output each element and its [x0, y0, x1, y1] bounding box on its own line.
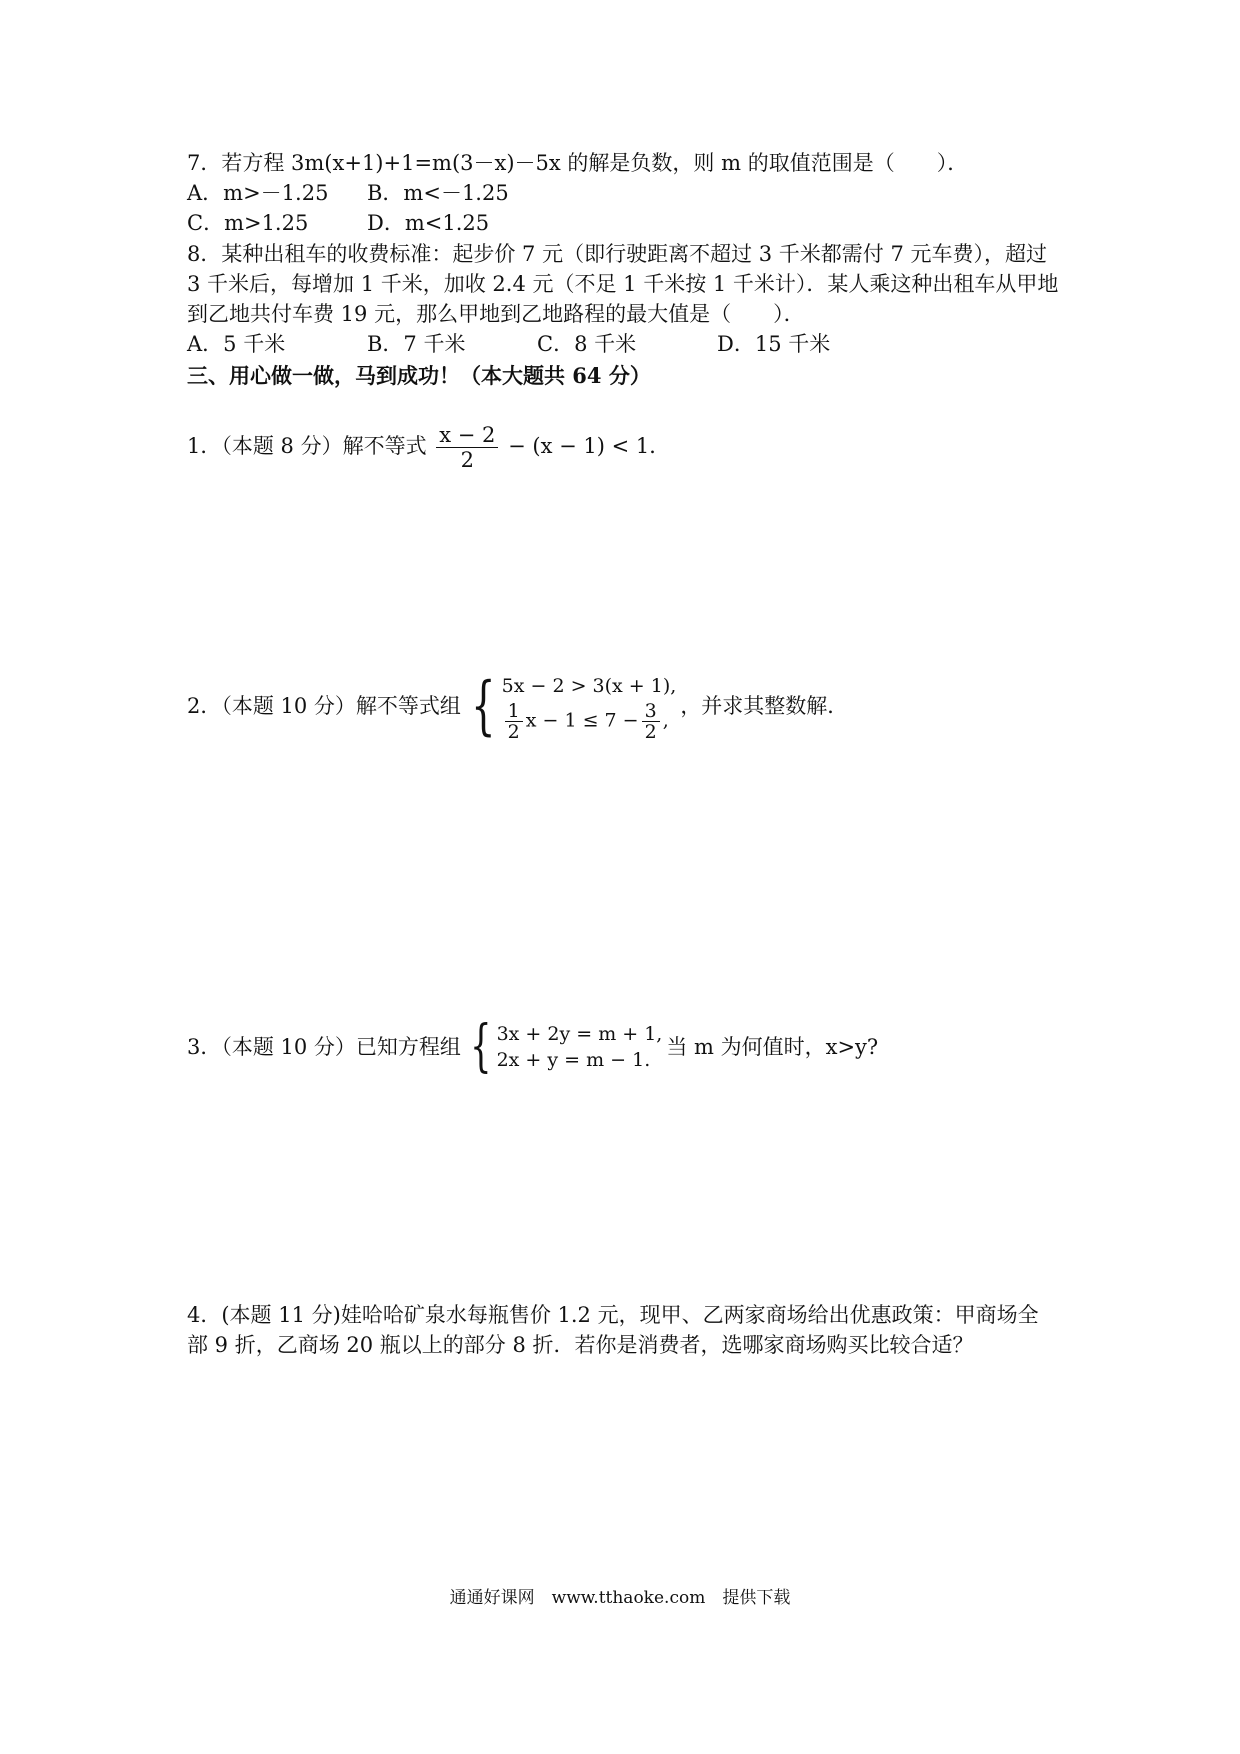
q7-stem: 7．若方程 3m(x+1)+1=m(3－x)－5x 的解是负数，则 m 的取值范围是（ ）． — [187, 151, 969, 175]
problem-2-eq-2-mid: x − 1 ≤ 7 − — [525, 709, 639, 731]
problem-2-frac-b-num: 3 — [642, 701, 660, 722]
q8-option-c: C．8 千米 — [537, 332, 637, 356]
problem-2 — [187, 666, 1060, 746]
q7-option-a: A．m>－1.25 — [187, 181, 329, 205]
problem-1-frac-denominator: 2 — [460, 448, 475, 472]
problem-3-prefix: 3．（本题 10 分）已知方程组 — [187, 1035, 461, 1059]
section-3-heading: 三、用心做一做，马到成功！（本大题共 64 分） — [187, 363, 651, 388]
problem-4-line-2: 部 9 折，乙商场 20 瓶以上的部分 8 折．若你是消费者，选哪家商场购买比较合适？ — [187, 1333, 974, 1357]
problem-3-eq-1: 3x + 2y = m + 1, — [496, 1023, 663, 1045]
problem-1-frac-numerator: x − 2 — [436, 423, 498, 448]
problem-2-eq-1: 5x − 2 > 3(x + 1), — [501, 674, 677, 697]
q7-option-d: D．m<1.25 — [367, 211, 490, 235]
problem-1-prefix: 1．（本题 8 分）解不等式 — [187, 434, 427, 458]
problem-1-suffix: − (x − 1) < 1． — [508, 434, 671, 458]
problem-3-eq-2: 2x + y = m − 1. — [496, 1049, 651, 1071]
q8-line-2: 3 千米后，每增加 1 千米，加收 2.4 元（不足 1 千米按 1 千米计）．某人乘这种出租车从甲地 — [187, 272, 1059, 296]
problem-3 — [187, 1012, 1060, 1082]
q8-line-1: 8．某种出租车的收费标准：起步价 7 元（即行驶距离不超过 3 千米都需付 7 元车费），超过 — [187, 242, 1047, 266]
problem-3-equation-system — [463, 1014, 663, 1079]
problem-3-suffix: 当 m 为何值时，x>y? — [666, 1035, 879, 1059]
problem-2-frac-b — [642, 701, 660, 742]
problem-2-eq-2-end: , — [662, 709, 669, 731]
q7-option-c: C．m>1.25 — [187, 211, 309, 235]
problem-2-frac-b-den: 2 — [644, 720, 657, 743]
problem-2-eq-2 — [502, 701, 677, 742]
problem-2-suffix: ，并求其整数解． — [680, 694, 849, 718]
problem-2-frac-a-den: 2 — [507, 720, 520, 743]
problem-1-fraction — [436, 423, 498, 472]
q8-option-a: A．5 千米 — [187, 332, 286, 356]
q8-option-d: D．15 千米 — [717, 332, 831, 356]
q7-option-b: B．m<－1.25 — [367, 181, 509, 205]
left-brace-icon: { — [471, 669, 496, 743]
problem-2-frac-a-num: 1 — [505, 701, 523, 722]
q8-line-3: 到乙地共付车费 19 元，那么甲地到乙地路程的最大值是（ ）． — [187, 302, 805, 326]
problem-1 — [187, 422, 1060, 472]
problem-2-prefix: 2．（本题 10 分）解不等式组 — [187, 694, 461, 718]
page-footer: 通通好课网 www.tthaoke.com 提供下载 — [449, 1588, 791, 1608]
left-brace-icon: { — [470, 1014, 492, 1079]
q8-option-b: B．7 千米 — [367, 332, 466, 356]
problem-2-inequality-system — [463, 671, 676, 742]
problem-2-frac-a — [505, 701, 523, 742]
problem-4-line-1: 4．(本题 11 分)娃哈哈矿泉水每瓶售价 1.2 元，现甲、乙两家商场给出优惠政策：甲商场全 — [187, 1303, 1039, 1327]
